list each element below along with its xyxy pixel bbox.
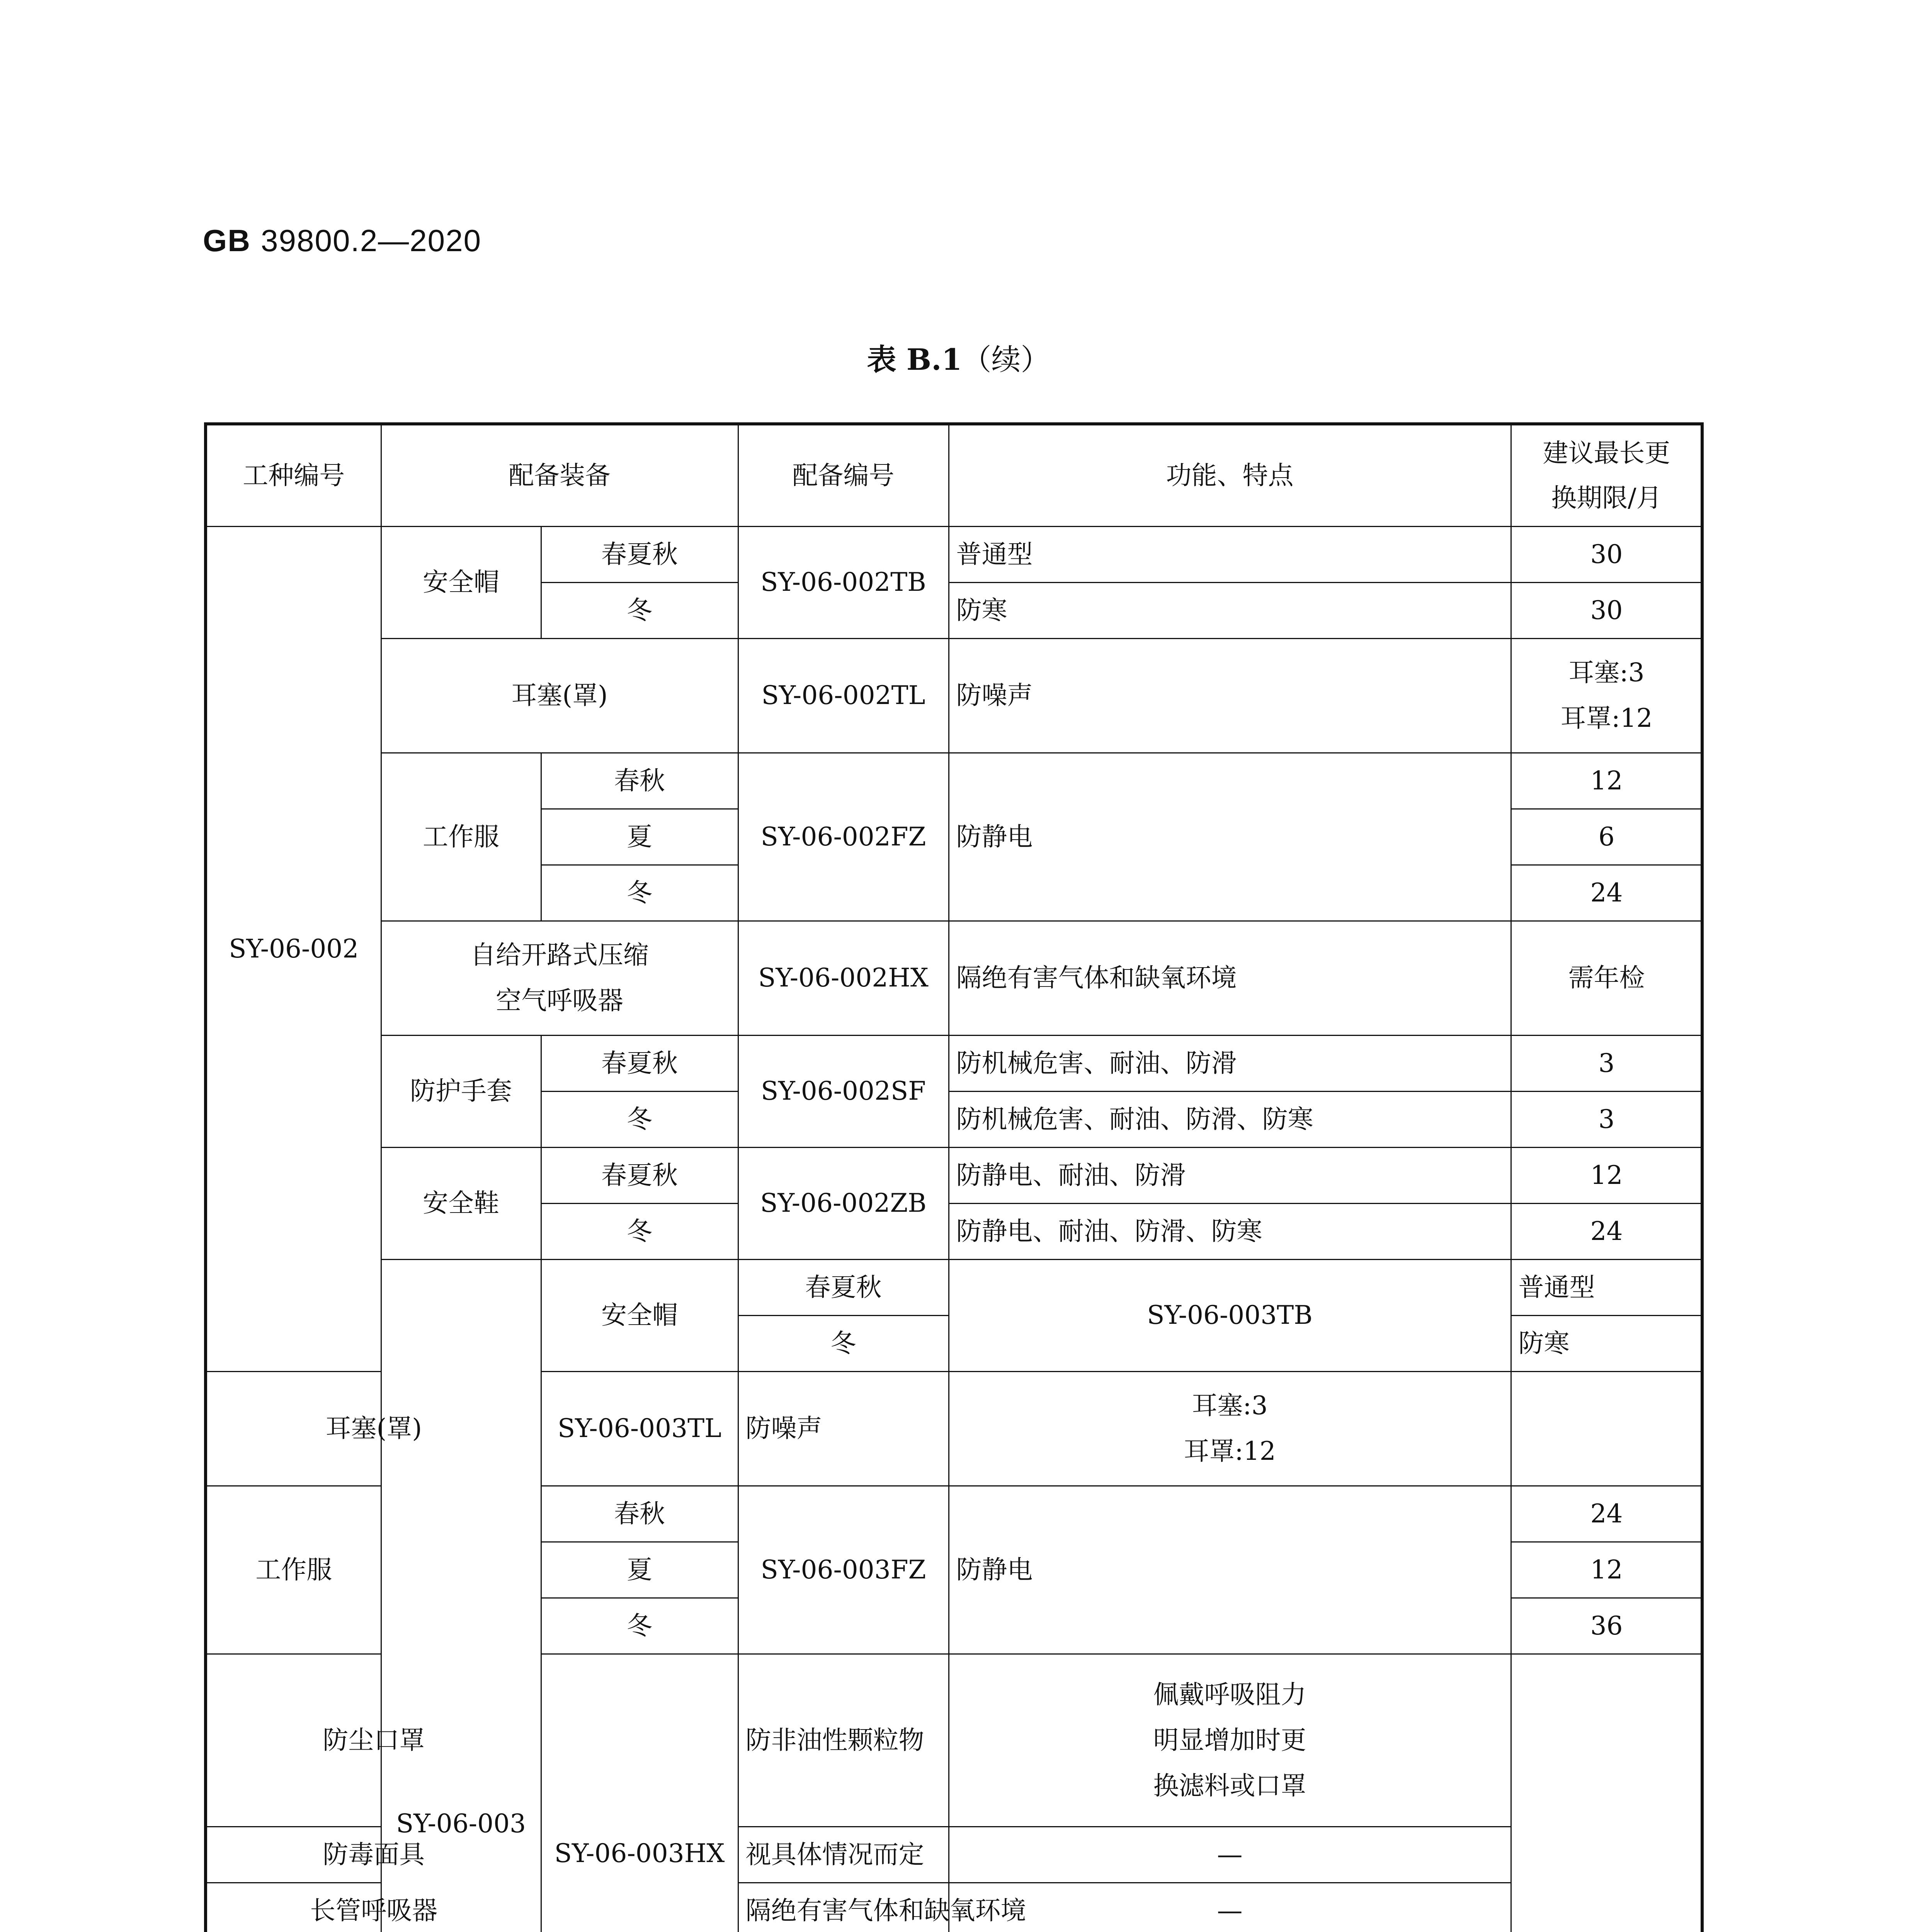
season-cell: 冬 <box>541 865 738 921</box>
equipment-table <box>204 422 1704 1932</box>
equipment-name-cell: 防尘口罩 <box>206 1654 541 1827</box>
header-period-line2: 换期限/月 <box>1551 483 1662 513</box>
period-cell: 3 <box>1511 1035 1702 1091</box>
header-job-code: 工种编号 <box>206 424 381 526</box>
period-cell: 24 <box>1511 1486 1702 1542</box>
equipment-name-cell: 安全鞋 <box>381 1147 541 1259</box>
table-header-row <box>206 424 1702 526</box>
table-row <box>206 638 1702 753</box>
period-cell: 24 <box>1511 865 1702 921</box>
season-cell: 春秋 <box>541 1486 738 1542</box>
feature-cell: 普通型 <box>949 526 1511 582</box>
period-line: 耳塞:3 <box>1568 658 1645 687</box>
period-cell: 36 <box>1511 1598 1702 1654</box>
equipment-name-cell: 安全帽 <box>381 526 541 638</box>
table-row <box>206 921 1702 1035</box>
feature-cell: 防静电 <box>949 1486 1511 1654</box>
season-cell: 夏 <box>541 809 738 865</box>
table-row <box>206 1883 1702 1932</box>
season-cell: 春夏秋 <box>541 526 738 582</box>
table-row <box>206 1654 1702 1827</box>
job-code-cell: SY-06-003 <box>381 1259 541 1932</box>
period-cell: 3 <box>1511 1091 1702 1147</box>
equipment-name-cell: 防毒面具 <box>206 1827 541 1883</box>
feature-cell: 防机械危害、耐油、防滑 <box>949 1035 1511 1091</box>
feature-cell: 防噪声 <box>738 1371 949 1486</box>
season-cell: 夏 <box>541 1542 738 1598</box>
equipment-name-cell: 长管呼吸器 <box>206 1883 541 1932</box>
period-cell: 12 <box>1511 753 1702 809</box>
feature-cell: 视具体情况而定 <box>738 1827 949 1883</box>
table-row <box>206 1259 1702 1315</box>
equip-code-cell: SY-06-002TB <box>738 526 949 638</box>
header-equipment: 配备装备 <box>381 424 738 526</box>
equip-code-cell: SY-06-003HX <box>541 1654 738 1932</box>
equip-code-cell: SY-06-002TL <box>738 638 949 753</box>
season-cell: 春秋 <box>541 753 738 809</box>
table-row <box>206 1371 1702 1486</box>
equipment-name-cell: 安全帽 <box>541 1259 738 1371</box>
period-cell: 12 <box>1511 1147 1702 1203</box>
equip-code-cell: SY-06-002HX <box>738 921 949 1035</box>
table-row <box>206 753 1702 809</box>
period-cell <box>1511 638 1702 753</box>
period-line: 耳罩:12 <box>1184 1436 1276 1466</box>
equip-code-cell: SY-06-003TB <box>949 1259 1511 1371</box>
feature-cell: 防静电、耐油、防滑、防寒 <box>949 1203 1511 1259</box>
season-cell: 春夏秋 <box>541 1035 738 1091</box>
period-line: 明显增加时更 <box>1153 1725 1306 1755</box>
period-line: 换滤料或口罩 <box>1153 1770 1306 1801</box>
equip-code-cell: SY-06-002SF <box>738 1035 949 1147</box>
period-cell: 30 <box>1511 582 1702 638</box>
equipment-name-line: 空气呼吸器 <box>496 986 623 1015</box>
period-line: 佩戴呼吸阻力 <box>1153 1679 1306 1709</box>
season-cell: 冬 <box>541 1598 738 1654</box>
feature-cell: 防静电 <box>949 753 1511 921</box>
feature-cell: 隔绝有害气体和缺氧环境 <box>949 921 1511 1035</box>
table-caption-suffix: （续） <box>962 342 1050 377</box>
period-cell: 6 <box>1511 809 1702 865</box>
equipment-name-cell: 耳塞(罩) <box>206 1371 541 1486</box>
equip-code-cell: SY-06-002FZ <box>738 753 949 921</box>
feature-cell: 隔绝有害气体和缺氧环境 <box>738 1883 949 1932</box>
table-row <box>206 526 1702 582</box>
period-line: 耳罩:12 <box>1560 703 1653 733</box>
period-cell: 需年检 <box>1511 921 1702 1035</box>
feature-cell: 防机械危害、耐油、防滑、防寒 <box>949 1091 1511 1147</box>
equip-code-cell: SY-06-002ZB <box>738 1147 949 1259</box>
equipment-name-cell: 耳塞(罩) <box>381 638 738 753</box>
period-line: 耳塞:3 <box>1192 1391 1268 1420</box>
table-row <box>206 1035 1702 1091</box>
period-cell <box>949 1654 1511 1827</box>
standard-number: 39800.2—2020 <box>261 223 482 258</box>
header-period-line1: 建议最长更 <box>1543 438 1670 468</box>
equip-code-cell: SY-06-003TL <box>541 1371 738 1486</box>
season-cell: 冬 <box>541 1203 738 1259</box>
period-cell: — <box>949 1883 1511 1932</box>
season-cell: 春夏秋 <box>541 1147 738 1203</box>
feature-cell: 防寒 <box>1511 1315 1702 1371</box>
header-features: 功能、特点 <box>949 424 1511 526</box>
equipment-name-line: 自给开路式压缩 <box>470 940 649 970</box>
feature-cell: 防静电、耐油、防滑 <box>949 1147 1511 1203</box>
period-cell <box>949 1371 1511 1486</box>
job-code-cell: SY-06-002 <box>206 526 381 1371</box>
feature-cell: 防非油性颗粒物 <box>738 1654 949 1827</box>
equipment-name-cell <box>381 921 738 1035</box>
equip-code-cell: SY-06-003FZ <box>738 1486 949 1654</box>
table-row <box>206 1147 1702 1203</box>
season-cell: 冬 <box>541 1091 738 1147</box>
feature-cell: 普通型 <box>1511 1259 1702 1315</box>
equipment-name-cell: 防护手套 <box>381 1035 541 1147</box>
season-cell: 冬 <box>541 582 738 638</box>
standard-prefix: GB <box>203 223 251 258</box>
season-cell: 冬 <box>738 1315 949 1371</box>
feature-cell: 防噪声 <box>949 638 1511 753</box>
equipment-name-cell: 工作服 <box>206 1486 381 1654</box>
standard-code <box>203 225 481 256</box>
table-caption <box>0 342 1917 377</box>
period-cell: — <box>949 1827 1511 1883</box>
period-cell: 30 <box>1511 526 1702 582</box>
period-cell: 12 <box>1511 1542 1702 1598</box>
season-cell: 春夏秋 <box>738 1259 949 1315</box>
equipment-name-cell: 工作服 <box>381 753 541 921</box>
header-equip-code: 配备编号 <box>738 424 949 526</box>
period-cell: 24 <box>1511 1203 1702 1259</box>
header-period <box>1511 424 1702 526</box>
feature-cell: 防寒 <box>949 582 1511 638</box>
table-caption-main: 表 B.1 <box>867 342 962 377</box>
